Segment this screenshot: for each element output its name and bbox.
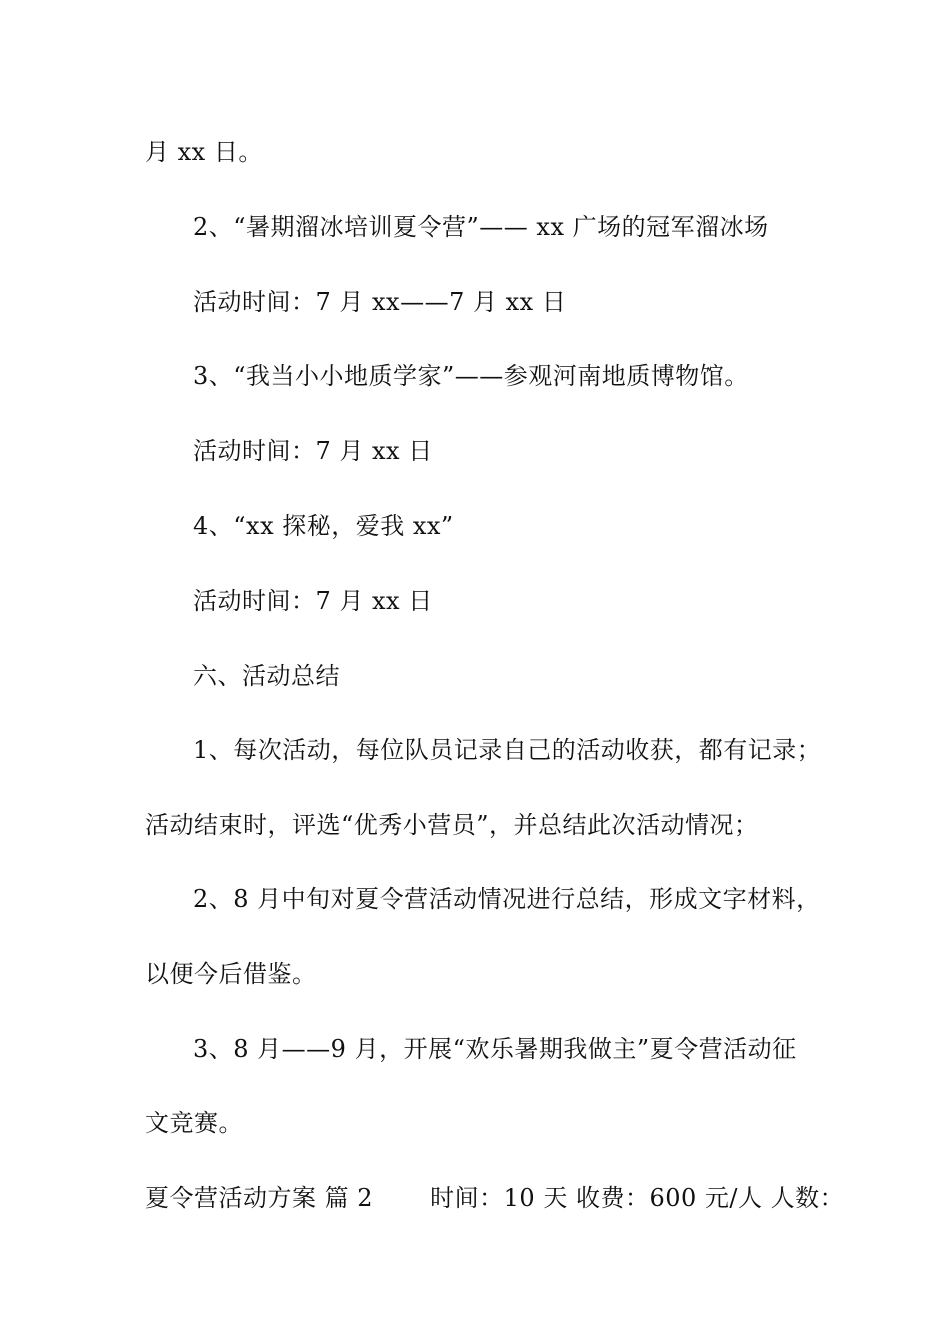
text-line-continuation: 月 xx 日。	[145, 138, 263, 166]
text-line-summary-2-cont: 以便今后借鉴。	[145, 960, 317, 988]
text-line-summary-1-cont: 活动结束时，评选“优秀小营员”，并总结此次活动情况；	[145, 811, 759, 839]
text-line-item-3: 3、“我当小小地质学家”——参观河南地质博物馆。	[193, 362, 749, 390]
text-line-item-4-time: 活动时间：7 月 xx 日	[193, 587, 433, 615]
text-line-item-4: 4、“xx 探秘，爱我 xx”	[193, 512, 454, 540]
text-line-item-2: 2、“暑期溜冰培训夏令营”—— xx 广场的冠军溜冰场	[193, 213, 769, 241]
text-line-summary-3-cont: 文竞赛。	[145, 1109, 243, 1137]
text-line-summary-2: 2、8 月中旬对夏令营活动情况进行总结，形成文字材料，	[193, 885, 821, 913]
text-line-plan-2-header: 夏令营活动方案 篇 2 时间：10 天 收费：600 元/人 人数：	[145, 1184, 845, 1212]
text-line-summary-3: 3、8 月——9 月，开展“欢乐暑期我做主”夏令营活动征	[193, 1035, 797, 1063]
text-line-summary-1: 1、每次活动，每位队员记录自己的活动收获，都有记录；	[193, 736, 822, 764]
section-heading-summary: 六、活动总结	[193, 662, 340, 690]
text-line-item-2-time: 活动时间：7 月 xx——7 月 xx 日	[193, 288, 567, 316]
text-line-item-3-time: 活动时间：7 月 xx 日	[193, 437, 433, 465]
